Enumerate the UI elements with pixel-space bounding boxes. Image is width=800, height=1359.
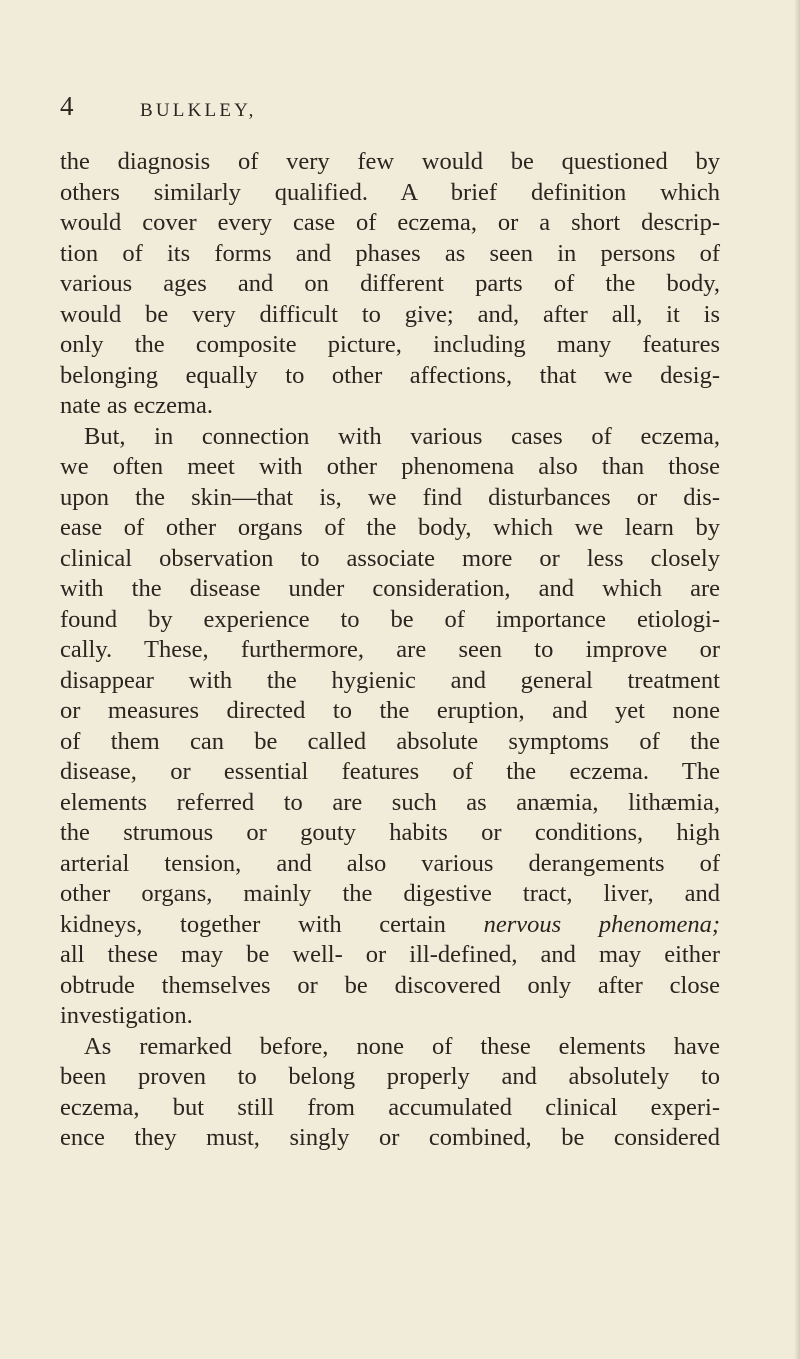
text-line-content: or measures directed to the eruption, and yet none xyxy=(60,697,720,724)
text-line xyxy=(60,361,720,392)
page-edge-shadow xyxy=(794,0,800,1359)
text-line-content: arterial tension, and also various derangements of xyxy=(60,849,720,877)
text-line xyxy=(60,300,720,331)
text-line-content: upon the skin—that is, we find disturbances or dis- xyxy=(60,483,720,511)
text-line-content: others similarly qualified. A brief definition which xyxy=(60,178,720,206)
text-line-content: we often meet with other phenomena also than those xyxy=(60,453,720,480)
text-line xyxy=(60,1032,720,1063)
text-line-content: all these may be well- or ill-defined, and may either xyxy=(60,941,720,968)
page-number: 4 xyxy=(60,91,74,121)
text-line xyxy=(60,574,720,605)
text-line xyxy=(60,940,720,971)
text-line xyxy=(60,757,720,788)
text-line xyxy=(60,1093,720,1124)
text-line xyxy=(60,910,720,941)
text-line xyxy=(60,422,720,453)
text-line-content: the strumous or gouty habits or conditions, high xyxy=(60,819,720,846)
text-line-content: disease, or essential features of the eczema. The xyxy=(60,758,720,785)
text-line-content: ease of other organs of the body, which we learn by xyxy=(60,514,720,541)
text-line-content: As remarked before, none of these elements have xyxy=(84,1032,720,1060)
text-line-content: would cover every case of eczema, or a short descrip- xyxy=(60,209,720,236)
text-line xyxy=(60,1123,720,1154)
text-line xyxy=(60,635,720,666)
running-head: BULKLEY, xyxy=(140,100,257,121)
text-line-content: clinical observation to associate more or less closely xyxy=(60,544,720,572)
text-line xyxy=(60,391,720,422)
text-line-content: eczema, but still from accumulated clinical experi- xyxy=(60,1093,720,1121)
text-line-content: would be very difficult to give; and, after all, it is xyxy=(60,300,720,328)
text-line xyxy=(60,788,720,819)
text-line xyxy=(60,452,720,483)
text-line-content: investigation. xyxy=(60,1002,193,1029)
italic-phrase: nervous phenomena; xyxy=(483,910,720,938)
text-line xyxy=(60,879,720,910)
text-line-content: of them can be called absolute symptoms of the xyxy=(60,727,720,755)
text-line xyxy=(60,147,720,178)
text-line xyxy=(60,1001,720,1032)
text-line-content: ence they must, singly or combined, be considered xyxy=(60,1124,720,1151)
text-line-content: found by experience to be of importance etiologi- xyxy=(60,605,720,633)
body-text xyxy=(60,147,720,1154)
text-line xyxy=(60,849,720,880)
text-line-content: nate as eczema. xyxy=(60,392,214,419)
text-line xyxy=(60,696,720,727)
text-line-content: obtrude themselves or be discovered only after close xyxy=(60,971,720,999)
text-line xyxy=(60,178,720,209)
text-line-content: kidneys, together with certain xyxy=(60,910,484,938)
text-line-content: tion of its forms and phases as seen in persons of xyxy=(60,239,720,267)
text-line xyxy=(60,544,720,575)
text-line xyxy=(60,818,720,849)
text-line-content: elements referred to are such as anæmia, lithæmia, xyxy=(60,788,720,816)
text-line xyxy=(60,239,720,270)
text-line xyxy=(60,330,720,361)
text-line xyxy=(60,208,720,239)
text-line xyxy=(60,1062,720,1093)
text-line-content: cally. These, furthermore, are seen to improve or xyxy=(60,636,720,663)
text-line xyxy=(60,513,720,544)
text-line-content: with the disease under consideration, and which are xyxy=(60,575,720,602)
text-line-content: only the composite picture, including many features xyxy=(60,331,720,358)
text-line xyxy=(60,269,720,300)
text-line xyxy=(60,483,720,514)
text-line-content: disappear with the hygienic and general treatment xyxy=(60,666,720,694)
text-line xyxy=(60,727,720,758)
text-line xyxy=(60,605,720,636)
text-line-content: been proven to belong properly and absolutely to xyxy=(60,1063,720,1090)
text-line-content: other organs, mainly the digestive tract, liver, and xyxy=(60,880,720,907)
text-line xyxy=(60,971,720,1002)
text-line-content: But, in connection with various cases of eczema, xyxy=(84,422,720,450)
text-line-content: the diagnosis of very few would be questioned by xyxy=(60,148,720,175)
text-line xyxy=(60,666,720,697)
text-line-content: belonging equally to other affections, that we desig- xyxy=(60,361,720,389)
text-line-content: various ages and on different parts of the body, xyxy=(60,270,720,297)
